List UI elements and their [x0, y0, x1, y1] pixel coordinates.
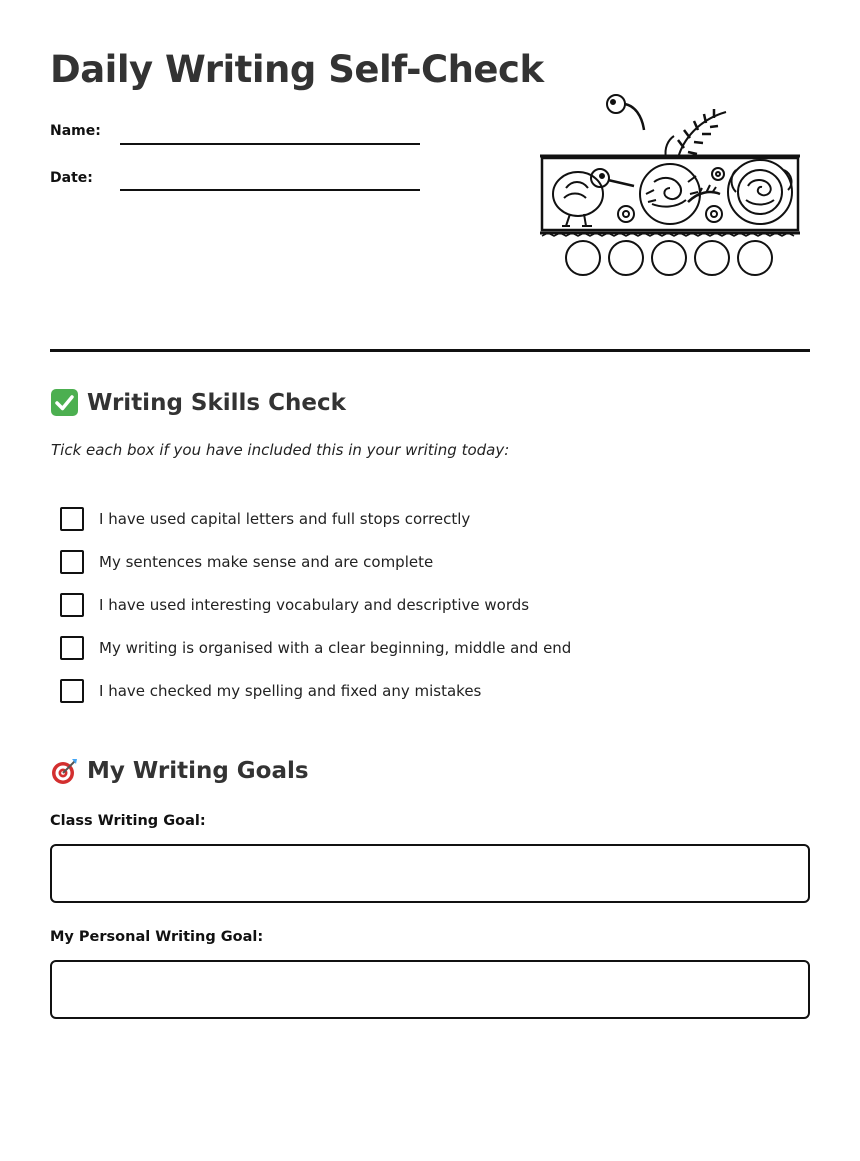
- personal-goal-label: My Personal Writing Goal:: [50, 929, 264, 945]
- goals-section-heading: [50, 756, 309, 785]
- checklist-item[interactable]: [60, 593, 529, 617]
- class-goal-label: Class Writing Goal:: [50, 813, 206, 829]
- checkbox[interactable]: [60, 550, 84, 574]
- check-mark-button-icon: [50, 388, 79, 417]
- checkbox[interactable]: [60, 679, 84, 703]
- direct-hit-target-icon: [50, 756, 79, 785]
- checklist-item-label: I have used capital letters and full stops correctly: [99, 510, 471, 528]
- goals-section-title: My Writing Goals: [87, 757, 309, 784]
- checklist-item[interactable]: [60, 679, 481, 703]
- date-field[interactable]: [120, 189, 420, 191]
- skills-section-title: Writing Skills Check: [87, 389, 346, 416]
- checklist-item[interactable]: [60, 550, 433, 574]
- checklist-item[interactable]: [60, 636, 571, 660]
- checklist-item-label: My sentences make sense and are complete: [99, 553, 434, 571]
- checklist-item-label: I have checked my spelling and fixed any mistakes: [99, 682, 482, 700]
- checkbox[interactable]: [60, 636, 84, 660]
- checkbox[interactable]: [60, 593, 84, 617]
- name-field[interactable]: [120, 143, 420, 145]
- page-title: Daily Writing Self-Check: [50, 48, 544, 91]
- date-label: Date:: [50, 170, 93, 186]
- name-label: Name:: [50, 123, 101, 139]
- skills-instruction: Tick each box if you have included this in your writing today:: [51, 441, 510, 459]
- personal-goal-field[interactable]: [50, 960, 810, 1019]
- checklist-item-label: My writing is organised with a clear beginning, middle and end: [99, 639, 572, 657]
- skills-section-heading: [50, 388, 346, 417]
- kiwi-fern-illustration: [538, 90, 804, 280]
- section-divider: [50, 349, 810, 352]
- checkbox[interactable]: [60, 507, 84, 531]
- checklist-item-label: I have used interesting vocabulary and descriptive words: [99, 596, 530, 614]
- class-goal-field[interactable]: [50, 844, 810, 903]
- checklist-item[interactable]: [60, 507, 470, 531]
